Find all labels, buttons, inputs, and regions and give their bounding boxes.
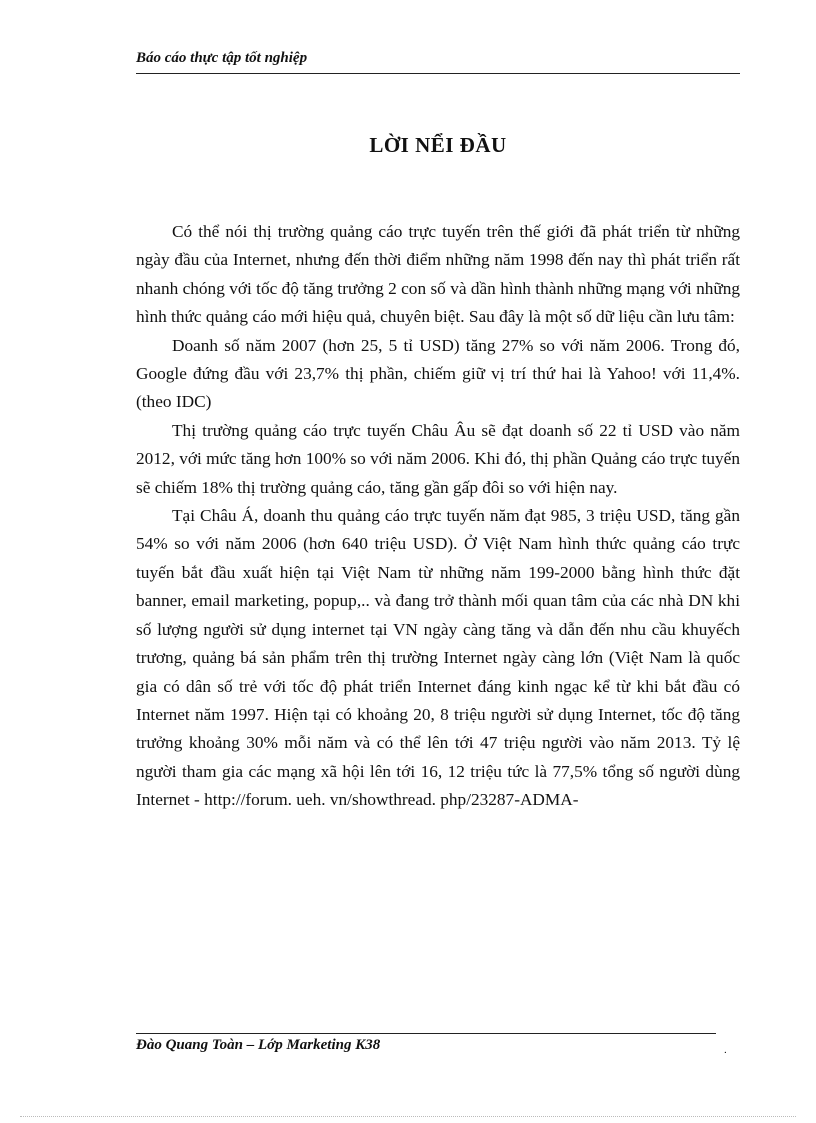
footer-mark: . xyxy=(724,1044,727,1056)
body-text xyxy=(136,218,740,815)
running-footer: Đào Quang Toàn – Lớp Marketing K38 xyxy=(136,1037,381,1053)
paragraph-4: Tại Châu Á, doanh thu quảng cáo trực tuyến năm đạt 985, 3 triệu USD, tăng gần 54% so với năm 2006 (hơn 640 triệu USD). Ở Việt Nam hình thức quảng cáo trực tuyến bắt đầu xuất hiện tại Việt Nam từ những năm 199-2000 bằng hình thức đặt banner, email marketing, popup,.. và đang trở thành mối quan tâm của các nhà DN khi số lượng người sử dụng internet tại VN ngày càng tăng và dẫn đến nhu cầu khuyếch trương, quảng bá sản phẩm trên thị trường Internet ngày càng lớn (Việt Nam là quốc gia có dân số trẻ với tốc độ phát triển Internet đáng kinh ngạc kể từ khi bắt đầu có Internet năm 1997. Hiện tại có khoảng 20, 8 triệu người sử dụng Internet, tốc độ tăng trưởng khoảng 30% mỗi năm và có thể lên tới 47 triệu người vào năm 2013. Tỷ lệ người tham gia các mạng xã hội lên tới 16, 12 triệu tức là 77,5% tổng số người dùng Internet - http://forum. ueh. vn/showthread. php/23287-ADMA- xyxy=(136,506,740,810)
paragraph-1: Có thể nói thị trường quảng cáo trực tuyến trên thế giới đã phát triển từ những ngày đầu của Internet, nhưng đến thời điểm những năm 1998 đến nay thì phát triển rất nhanh chóng với tốc độ tăng trưởng 2 con số và dần hình thành những mạng với những hình thức quảng cáo mới hiệu quả, chuyên biệt. Sau đây là một số dữ liệu cần lưu tâm: xyxy=(136,222,740,327)
running-header: Báo cáo thực tập tốt nghiệp xyxy=(136,50,308,66)
header-divider xyxy=(136,73,740,74)
footer-divider xyxy=(136,1033,716,1034)
page-title: LỜI NỂI ĐẦU xyxy=(369,133,507,157)
paragraph-2: Doanh số năm 2007 (hơn 25, 5 tỉ USD) tăng 27% so với năm 2006. Trong đó, Google đứng đầu với 23,7% thị phần, chiếm giữ vị trí thứ hai là Yahoo! với 11,4%. (theo IDC) xyxy=(136,335,740,412)
page-bottom-border xyxy=(20,1116,796,1117)
paragraph-3: Thị trường quảng cáo trực tuyến Châu Âu sẽ đạt doanh số 22 tỉ USD vào năm 2012, với mức tăng hơn 100% so với năm 2006. Khi đó, thị phần Quảng cáo trực tuyến sẽ chiếm 18% thị trường quảng cáo, tăng gần gấp đôi so với hiện nay. xyxy=(136,420,740,497)
